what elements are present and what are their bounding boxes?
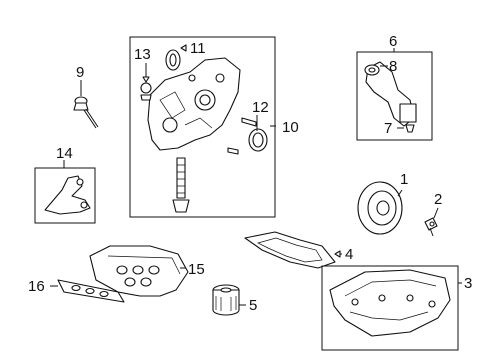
- oil-pump-housing: [148, 58, 240, 150]
- callout-13: 13: [134, 46, 151, 63]
- callout-12: 12: [252, 99, 269, 116]
- leader-2: [434, 208, 438, 218]
- callout-3: 3: [464, 275, 473, 292]
- callout-4: 4: [345, 246, 354, 263]
- callout-5: 5: [249, 297, 258, 314]
- seal-13: [141, 83, 151, 93]
- intake-manifold-15: [90, 246, 188, 296]
- callout-14: 14: [56, 145, 73, 162]
- callout-9: 9: [76, 64, 85, 81]
- callout-8: 8: [389, 58, 398, 75]
- callout-2: 2: [434, 191, 443, 208]
- callout-7: 7: [384, 120, 393, 137]
- oil-pump-group: [130, 37, 276, 217]
- callout-1: 1: [400, 171, 409, 188]
- callout-16: 16: [28, 278, 45, 295]
- callout-10: 10: [282, 119, 299, 136]
- callout-11: 11: [190, 40, 206, 57]
- callout-15: 15: [188, 261, 205, 278]
- crank-pulley-1: [358, 182, 402, 234]
- bracket-14: [35, 160, 95, 223]
- strainer-tube: [177, 158, 185, 198]
- callout-6: 6: [389, 33, 398, 50]
- oil-pan-gasket-4: [245, 232, 342, 268]
- pulley-bolt-2: [425, 208, 438, 236]
- dipstick-9: [74, 80, 98, 128]
- oil-filter-5: [213, 285, 246, 315]
- oil-pan-3: [322, 266, 462, 350]
